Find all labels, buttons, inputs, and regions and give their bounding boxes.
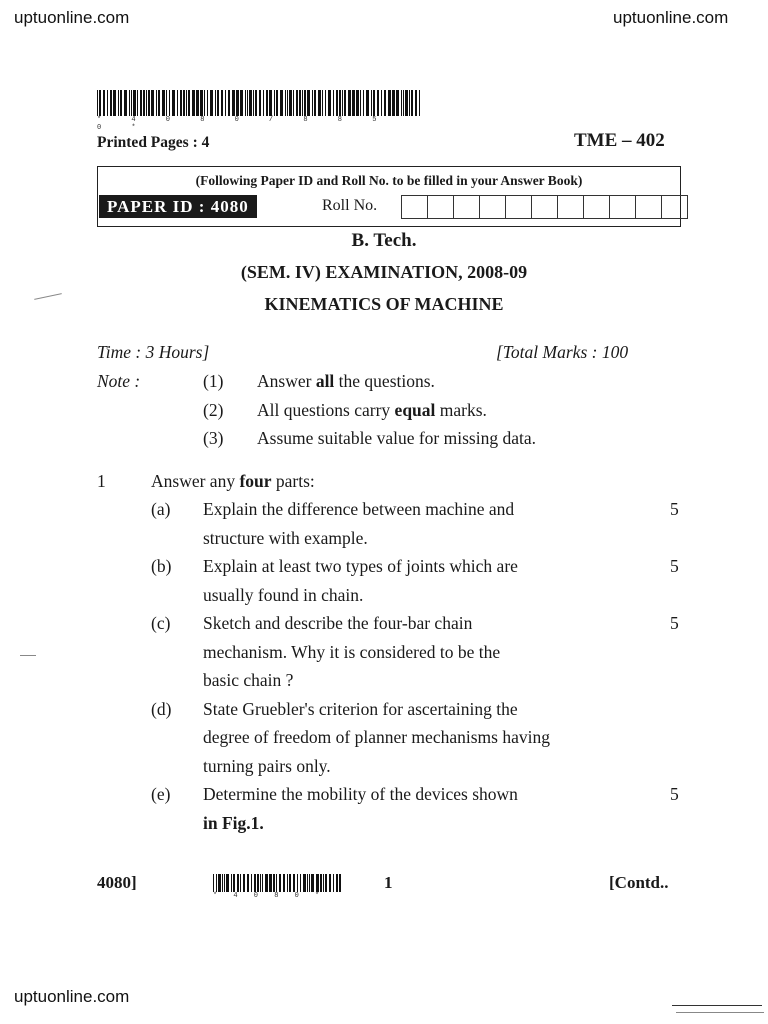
barcode-bar [388, 90, 391, 116]
barcode-bar [333, 90, 334, 116]
barcode-bar [269, 90, 272, 116]
barcode-bar [218, 874, 220, 892]
barcode-bar [200, 90, 203, 116]
barcode-bar [110, 90, 112, 116]
barcode-bar [381, 90, 382, 116]
barcode-bar [333, 874, 334, 892]
part-line: usually found in chain. [203, 584, 364, 605]
barcode-bar [309, 874, 311, 892]
part-label: (b) [151, 556, 172, 576]
barcode-bar [325, 90, 327, 116]
barcode-bar [217, 90, 219, 116]
barcode-bar [186, 90, 187, 116]
note-list [203, 367, 663, 453]
barcode-bar [353, 90, 355, 116]
barcode-bar [129, 90, 130, 116]
part-line: Explain at least two types of joints which are [203, 556, 518, 576]
barcode-bar [329, 874, 331, 892]
barcode-bar [237, 874, 239, 892]
barcode-bar [221, 90, 224, 116]
barcode-bar [131, 90, 133, 116]
footer-barcode-digits: * 4 0 8 0 * [213, 892, 326, 900]
barcode-bar [339, 874, 341, 892]
barcode-bar [245, 90, 246, 116]
part-marks: 5 [670, 556, 679, 576]
barcode-bar [320, 874, 322, 892]
subject-title: KINEMATICS OF MACHINE [264, 294, 504, 314]
barcode-bar [156, 90, 157, 116]
footer-barcode [213, 874, 343, 900]
barcode-bar [328, 90, 331, 116]
barcode-bar [225, 90, 226, 116]
barcode-bar [270, 874, 272, 892]
part-text [203, 552, 643, 609]
part-text [203, 609, 643, 695]
note-text: Answer all the questions. [257, 371, 435, 391]
barcode-bar [312, 90, 313, 116]
printed-pages: Printed Pages : 4 [97, 134, 210, 151]
barcode-bar [336, 874, 338, 892]
barcode-bar [302, 90, 303, 116]
barcode-bar [213, 874, 214, 892]
barcode-bar [254, 874, 256, 892]
exam-title: (SEM. IV) EXAMINATION, 2008-09 [240, 262, 528, 282]
degree-title: B. Tech. [351, 230, 417, 251]
barcode-bar [188, 90, 190, 116]
note-num: (1) [203, 371, 224, 391]
part-marks: 5 [670, 613, 679, 633]
part-line: Sketch and describe the four-bar chain [203, 613, 473, 633]
barcode-bar [322, 90, 323, 116]
barcode-bar [317, 874, 319, 892]
barcode-bar [228, 90, 230, 116]
barcode-bar [249, 90, 252, 116]
barcode-bar [287, 90, 289, 116]
barcode-bar [409, 90, 410, 116]
part-marks: 5 [670, 499, 679, 519]
barcode-bar [287, 874, 288, 892]
barcode-bar [363, 90, 365, 116]
barcode-bar [247, 90, 249, 116]
barcode-bar [392, 90, 393, 116]
page-number: 1 [384, 873, 393, 892]
barcode-bar [289, 874, 291, 892]
barcode-bar [210, 90, 213, 116]
paper-id-label: PAPER ID : 4080 [99, 195, 257, 218]
barcode-bar [299, 90, 302, 116]
barcode-bar [307, 874, 308, 892]
scan-mark [672, 1005, 762, 1006]
barcode-bar [251, 874, 252, 892]
footer-barcode-bars [213, 874, 343, 892]
barcode-bar [180, 90, 182, 116]
barcode-bar [293, 874, 295, 892]
barcode-bar [323, 874, 324, 892]
barcode-bar [224, 874, 226, 892]
barcode-bar [266, 90, 268, 116]
note-item [203, 367, 663, 396]
barcode-bar [253, 90, 254, 116]
barcode-bar [259, 90, 262, 116]
barcode-bar [231, 874, 232, 892]
barcode-bar [304, 90, 306, 116]
barcode-bar [377, 90, 380, 116]
note-text: Assume suitable value for missing data. [257, 428, 536, 448]
watermark-top-left: uptuonline.com [14, 8, 130, 27]
barcode-bar [243, 874, 245, 892]
figure-ref: in Fig.1. [203, 812, 264, 833]
part-label: (e) [151, 784, 171, 804]
contd-label: [Contd.. [609, 873, 669, 892]
barcode-bar [196, 90, 197, 116]
barcode-bar [146, 90, 147, 116]
barcode-bar [419, 90, 420, 116]
barcode-bar [237, 90, 239, 116]
part-label: (d) [151, 698, 172, 719]
barcode-bar [162, 90, 165, 116]
barcode-bar [276, 90, 278, 116]
barcode-bar [151, 90, 154, 116]
part-text [203, 495, 643, 552]
barcode-bar [356, 90, 359, 116]
exam-time [97, 338, 209, 367]
roll-no-label: Roll No. [322, 197, 378, 214]
barcode-bar [236, 90, 237, 116]
barcode-bar [120, 90, 122, 116]
barcode-bar [226, 874, 228, 892]
barcode-bar [247, 874, 249, 892]
barcode-bar [140, 90, 142, 116]
barcode-bar [279, 874, 281, 892]
footer-paper-id: 4080] [97, 873, 137, 892]
barcode-bar [240, 874, 241, 892]
part-line [203, 809, 643, 838]
part-line: basic chain ? [203, 670, 294, 690]
box-note: (Following Paper ID and Roll No. to be filled in your Answer Book) [195, 173, 583, 188]
barcode-bar [366, 90, 369, 116]
barcode-bar [207, 90, 209, 116]
barcode-bar [371, 90, 372, 116]
barcode-bar [393, 90, 395, 116]
part-line: Determine the mobility of the devices shown [203, 784, 518, 804]
barcode-bar [222, 874, 223, 892]
barcode-bar [405, 90, 408, 116]
barcode-bar [177, 90, 178, 116]
barcode-bar [339, 90, 342, 116]
barcode-bar [411, 90, 413, 116]
barcode-bar [124, 90, 127, 116]
part-text [203, 695, 643, 781]
barcode-bars [97, 90, 422, 116]
barcode-bar [166, 90, 167, 116]
part-label: (c) [151, 613, 171, 633]
barcode-bar [283, 874, 285, 892]
barcode-bar [342, 90, 343, 116]
barcode-digits: * 4 0 8 0 / 8 8 5 0 * [97, 116, 390, 132]
barcode-bar [183, 90, 186, 116]
barcode-bar [197, 90, 199, 116]
barcode-bar [273, 874, 275, 892]
barcode-bar [373, 90, 375, 116]
barcode-bar [297, 874, 298, 892]
barcode-bar [348, 90, 351, 116]
note-label: Note : [97, 371, 141, 391]
total-marks: [Total Marks : 100 [496, 342, 629, 362]
barcode-bar [403, 90, 405, 116]
paper-code: TME – 402 [574, 130, 665, 151]
barcode-bar [99, 90, 101, 116]
time-text: Time : 3 Hours] [97, 342, 210, 362]
note-num: (3) [203, 428, 224, 448]
barcode-bar [172, 90, 175, 116]
question-number: 1 [97, 471, 106, 491]
barcode-bar [265, 874, 267, 892]
note-item [203, 424, 663, 453]
barcode-bar [215, 90, 216, 116]
scan-mark [676, 1012, 764, 1013]
note-num: (2) [203, 399, 224, 420]
barcode-bar [325, 874, 327, 892]
barcode-bar [118, 90, 119, 116]
barcode-bar [216, 874, 218, 892]
barcode-bar [303, 874, 305, 892]
barcode-bar [360, 90, 361, 116]
barcode-bar [285, 90, 286, 116]
barcode-bar [311, 874, 313, 892]
barcode-bar [318, 90, 321, 116]
barcode-bar [263, 90, 264, 116]
barcode-bar [262, 874, 264, 892]
barcode-bar [113, 90, 116, 116]
note-item [203, 396, 663, 425]
barcode-bar [233, 874, 235, 892]
barcode-bar [316, 874, 317, 892]
question-intro: Answer any four parts: [151, 471, 315, 491]
barcode-bar [232, 90, 235, 116]
barcode-bar [396, 90, 399, 116]
barcode-bar [336, 90, 338, 116]
part-line: structure with example. [203, 527, 368, 548]
part-label: (a) [151, 499, 171, 519]
barcode-bar [300, 874, 302, 892]
part-line: turning pairs only. [203, 755, 331, 776]
part-line: Explain the difference between machine and [203, 499, 515, 519]
watermark-top-right: uptuonline.com [613, 8, 729, 27]
barcode-bar [314, 90, 316, 116]
barcode-bar [192, 90, 195, 116]
barcode-bar [260, 874, 261, 892]
part-line: degree of freedom of planner mechanisms having [203, 727, 550, 747]
barcode-bar [148, 90, 150, 116]
part-text [203, 780, 643, 837]
watermark-bottom-left: uptuonline.com [14, 987, 130, 1006]
paper-id-box [97, 166, 681, 227]
scan-mark [20, 655, 36, 656]
top-barcode [97, 90, 422, 132]
barcode-bar [280, 90, 283, 116]
barcode-bar [307, 90, 310, 116]
barcode-bar [274, 90, 275, 116]
part-line: mechanism. Why it is considered to be the [203, 641, 501, 662]
barcode-bar [133, 90, 136, 116]
barcode-bar [204, 90, 205, 116]
barcode-bar [169, 90, 171, 116]
barcode-bar [296, 90, 298, 116]
roll-no-cells [401, 195, 688, 219]
barcode-bar [384, 90, 386, 116]
barcode-bar [289, 90, 292, 116]
barcode-bar [352, 90, 353, 116]
barcode-bar [293, 90, 294, 116]
barcode-bar [240, 90, 243, 116]
barcode-bar [415, 90, 418, 116]
barcode-bar [143, 90, 146, 116]
part-marks: 5 [670, 784, 679, 804]
barcode-bar [97, 90, 98, 116]
barcode-bar [255, 90, 257, 116]
barcode-bar [137, 90, 138, 116]
barcode-bar [269, 874, 270, 892]
barcode-bar [344, 90, 346, 116]
part-line: State Gruebler's criterion for ascertaining the [203, 698, 518, 719]
barcode-bar [158, 90, 160, 116]
barcode-bar [257, 874, 259, 892]
barcode-bar [276, 874, 277, 892]
barcode-bar [103, 90, 106, 116]
barcode-bar [401, 90, 402, 116]
barcode-bar [107, 90, 108, 116]
note-text: All questions carry equal marks. [257, 399, 487, 420]
